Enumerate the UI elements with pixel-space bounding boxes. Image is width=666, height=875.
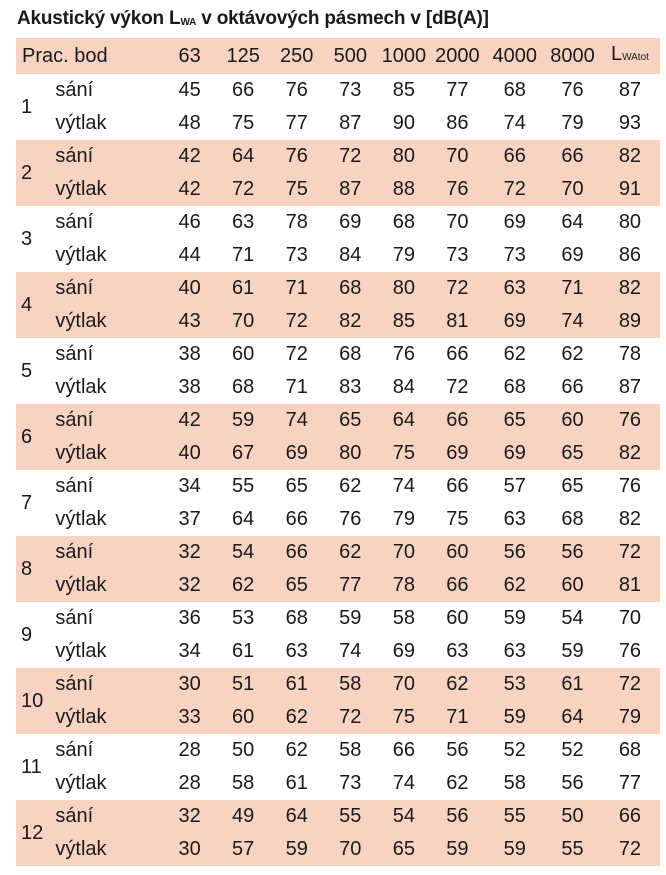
band-value-cell: 69 xyxy=(431,437,485,470)
band-value-cell: 59 xyxy=(561,640,584,662)
band-value-cell: 74 xyxy=(545,305,600,338)
band-value-cell: 69 xyxy=(270,437,324,470)
band-value-cell: 62 xyxy=(503,343,526,365)
band-value-cell: 72 xyxy=(323,701,377,734)
band-value-cell: 70 xyxy=(377,536,431,569)
band-value-cell: 85 xyxy=(377,305,431,338)
band-value-cell: 50 xyxy=(545,800,600,833)
band-value-cell: 66 xyxy=(545,140,600,173)
row-label-discharge: výtlak xyxy=(52,701,162,734)
band-value-cell: 54 xyxy=(561,607,584,629)
row-label-intake: sání xyxy=(55,475,94,497)
band-value-cell: 55 xyxy=(545,833,600,866)
band-value-cell: 66 xyxy=(484,140,545,173)
band-value-cell: 66 xyxy=(561,376,584,398)
operating-point-cell: 8 xyxy=(16,536,52,602)
band-value-cell: 65 xyxy=(377,833,431,866)
band-value-cell: 76 xyxy=(561,79,584,101)
band-value-cell: 62 xyxy=(446,772,469,794)
band-value-cell: 70 xyxy=(446,211,469,233)
total-value-cell: 87 xyxy=(618,376,642,398)
band-value-cell: 66 xyxy=(446,475,469,497)
band-value-cell: 34 xyxy=(178,475,201,497)
band-value-cell: 60 xyxy=(545,569,600,602)
band-value-cell: 72 xyxy=(270,305,324,338)
band-value-cell: 75 xyxy=(377,701,431,734)
band-value-cell: 32 xyxy=(163,800,217,833)
band-value-cell: 88 xyxy=(377,173,431,206)
table-body xyxy=(16,74,660,866)
band-value-cell: 57 xyxy=(503,475,526,497)
row-label-discharge: výtlak xyxy=(52,437,162,470)
band-value-cell: 63 xyxy=(503,640,526,662)
band-value-cell: 55 xyxy=(232,475,255,497)
total-value-cell: 78 xyxy=(618,343,642,365)
band-value-cell: 58 xyxy=(392,607,415,629)
band-value-cell: 52 xyxy=(561,739,584,761)
table-row xyxy=(16,668,660,701)
band-value-cell: 69 xyxy=(484,437,545,470)
band-value-cell: 61 xyxy=(232,640,255,662)
band-value-cell: 63 xyxy=(484,272,545,305)
band-value-cell: 64 xyxy=(545,701,600,734)
band-value-cell: 73 xyxy=(503,244,526,266)
total-value-cell: 72 xyxy=(600,668,660,701)
band-value-cell: 77 xyxy=(285,112,308,134)
band-value-cell: 84 xyxy=(392,376,415,398)
table-row xyxy=(16,701,660,734)
band-value-cell: 58 xyxy=(323,668,377,701)
operating-point-cell: 3 xyxy=(21,227,33,250)
band-value-cell: 76 xyxy=(285,79,308,101)
operating-point-cell: 10 xyxy=(16,668,52,734)
band-value-cell: 60 xyxy=(446,607,469,629)
row-label-discharge: výtlak xyxy=(55,640,107,662)
band-value-cell: 75 xyxy=(232,112,255,134)
band-value-cell: 80 xyxy=(377,272,431,305)
band-value-cell: 75 xyxy=(377,437,431,470)
band-value-cell: 62 xyxy=(484,569,545,602)
band-value-cell: 69 xyxy=(392,640,415,662)
band-value-cell: 69 xyxy=(503,211,526,233)
table-row xyxy=(16,206,660,239)
band-value-cell: 71 xyxy=(545,272,600,305)
band-value-cell: 70 xyxy=(545,173,600,206)
band-value-cell: 37 xyxy=(178,508,201,530)
total-value-cell: 86 xyxy=(618,244,642,266)
header-point: Prac. bod xyxy=(16,38,163,74)
band-value-cell: 66 xyxy=(431,569,485,602)
band-value-cell: 30 xyxy=(163,833,217,866)
total-value-cell: 82 xyxy=(600,437,660,470)
band-value-cell: 71 xyxy=(232,244,255,266)
band-value-cell: 28 xyxy=(178,739,201,761)
band-value-cell: 58 xyxy=(232,772,255,794)
row-label-discharge: výtlak xyxy=(52,833,162,866)
band-value-cell: 58 xyxy=(503,772,526,794)
table-row xyxy=(16,140,660,173)
band-value-cell: 72 xyxy=(285,343,308,365)
band-value-cell: 61 xyxy=(545,668,600,701)
band-value-cell: 61 xyxy=(270,668,324,701)
band-value-cell: 62 xyxy=(323,536,377,569)
title-prefix: Akustický výkon L xyxy=(17,8,181,29)
band-value-cell: 66 xyxy=(232,79,255,101)
band-value-cell: 67 xyxy=(216,437,270,470)
band-value-cell: 77 xyxy=(446,79,469,101)
table-row xyxy=(16,239,660,272)
table-row xyxy=(16,833,660,866)
band-value-cell: 59 xyxy=(503,607,526,629)
row-label-intake: sání xyxy=(52,404,162,437)
header-band: 500 xyxy=(323,38,377,74)
total-value-cell: 76 xyxy=(600,404,660,437)
band-value-cell: 65 xyxy=(561,475,584,497)
band-value-cell: 82 xyxy=(323,305,377,338)
band-value-cell: 84 xyxy=(339,244,362,266)
total-value-cell: 80 xyxy=(618,211,642,233)
band-value-cell: 63 xyxy=(232,211,255,233)
band-value-cell: 62 xyxy=(285,739,308,761)
band-value-cell: 55 xyxy=(484,800,545,833)
header-row xyxy=(16,38,660,74)
band-value-cell: 68 xyxy=(503,79,526,101)
row-label-discharge: výtlak xyxy=(55,244,107,266)
band-value-cell: 38 xyxy=(178,343,201,365)
band-value-cell: 86 xyxy=(446,112,469,134)
band-value-cell: 30 xyxy=(163,668,217,701)
band-value-cell: 36 xyxy=(178,607,201,629)
table-row xyxy=(16,734,660,767)
band-value-cell: 54 xyxy=(216,536,270,569)
total-value-cell: 82 xyxy=(600,140,660,173)
total-value-cell: 93 xyxy=(618,112,642,134)
band-value-cell: 53 xyxy=(232,607,255,629)
total-value-cell: 79 xyxy=(600,701,660,734)
band-value-cell: 38 xyxy=(178,376,201,398)
band-value-cell: 59 xyxy=(339,607,362,629)
band-value-cell: 77 xyxy=(323,569,377,602)
total-value-cell: 68 xyxy=(618,739,642,761)
band-value-cell: 43 xyxy=(163,305,217,338)
band-value-cell: 65 xyxy=(545,437,600,470)
band-value-cell: 42 xyxy=(163,140,217,173)
header-band: 1000 xyxy=(377,38,431,74)
table-row xyxy=(16,536,660,569)
band-value-cell: 68 xyxy=(561,508,584,530)
band-value-cell: 74 xyxy=(270,404,324,437)
band-value-cell: 73 xyxy=(285,244,308,266)
band-value-cell: 59 xyxy=(484,701,545,734)
band-value-cell: 87 xyxy=(339,112,362,134)
table-row xyxy=(16,437,660,470)
title-subscript: WA xyxy=(180,17,197,28)
table-row xyxy=(16,767,660,800)
band-value-cell: 52 xyxy=(503,739,526,761)
band-value-cell: 73 xyxy=(339,772,362,794)
band-value-cell: 79 xyxy=(392,508,415,530)
header-band: 250 xyxy=(270,38,324,74)
band-value-cell: 76 xyxy=(339,508,362,530)
band-value-cell: 56 xyxy=(545,536,600,569)
band-value-cell: 48 xyxy=(178,112,201,134)
band-value-cell: 76 xyxy=(431,173,485,206)
operating-point-cell: 12 xyxy=(16,800,52,866)
row-label-discharge: výtlak xyxy=(52,173,162,206)
band-value-cell: 87 xyxy=(323,173,377,206)
table-row xyxy=(16,635,660,668)
row-label-intake: sání xyxy=(52,536,162,569)
band-value-cell: 74 xyxy=(503,112,526,134)
band-value-cell: 54 xyxy=(377,800,431,833)
band-value-cell: 72 xyxy=(484,173,545,206)
band-value-cell: 68 xyxy=(503,376,526,398)
band-value-cell: 46 xyxy=(178,211,201,233)
band-value-cell: 55 xyxy=(323,800,377,833)
row-label-intake: sání xyxy=(52,668,162,701)
band-value-cell: 59 xyxy=(216,404,270,437)
band-value-cell: 28 xyxy=(178,772,201,794)
total-value-cell: 72 xyxy=(600,536,660,569)
band-value-cell: 60 xyxy=(232,343,255,365)
band-value-cell: 66 xyxy=(446,343,469,365)
table-row xyxy=(16,503,660,536)
table-row xyxy=(16,272,660,305)
band-value-cell: 70 xyxy=(216,305,270,338)
total-value-cell: 66 xyxy=(600,800,660,833)
band-value-cell: 60 xyxy=(431,536,485,569)
band-value-cell: 90 xyxy=(392,112,415,134)
operating-point-cell: 9 xyxy=(21,623,33,646)
total-value-cell: 72 xyxy=(600,833,660,866)
band-value-cell: 80 xyxy=(323,437,377,470)
band-value-cell: 68 xyxy=(232,376,255,398)
band-value-cell: 53 xyxy=(484,668,545,701)
operating-point-cell: 4 xyxy=(16,272,52,338)
band-value-cell: 68 xyxy=(392,211,415,233)
band-value-cell: 63 xyxy=(285,640,308,662)
band-value-cell: 59 xyxy=(431,833,485,866)
total-value-cell: 81 xyxy=(600,569,660,602)
band-value-cell: 62 xyxy=(431,668,485,701)
band-value-cell: 60 xyxy=(545,404,600,437)
band-value-cell: 79 xyxy=(561,112,584,134)
band-value-cell: 69 xyxy=(339,211,362,233)
band-value-cell: 73 xyxy=(446,244,469,266)
table-row xyxy=(16,569,660,602)
band-value-cell: 56 xyxy=(431,800,485,833)
row-label-discharge: výtlak xyxy=(55,508,107,530)
row-label-intake: sání xyxy=(55,343,94,365)
table-row xyxy=(16,602,660,635)
band-value-cell: 80 xyxy=(377,140,431,173)
table-row xyxy=(16,404,660,437)
row-label-discharge: výtlak xyxy=(52,305,162,338)
band-value-cell: 83 xyxy=(339,376,362,398)
operating-point-cell: 1 xyxy=(21,95,33,118)
band-value-cell: 72 xyxy=(216,173,270,206)
band-value-cell: 56 xyxy=(561,772,584,794)
row-label-discharge: výtlak xyxy=(55,772,107,794)
operating-point-cell: 5 xyxy=(21,359,33,382)
table-title xyxy=(17,8,489,30)
band-value-cell: 51 xyxy=(216,668,270,701)
table-row xyxy=(16,371,660,404)
header-total-main: L xyxy=(610,43,623,65)
band-value-cell: 72 xyxy=(446,376,469,398)
row-label-intake: sání xyxy=(55,739,94,761)
band-value-cell: 75 xyxy=(270,173,324,206)
band-value-cell: 71 xyxy=(285,376,308,398)
band-value-cell: 40 xyxy=(163,272,217,305)
band-value-cell: 33 xyxy=(163,701,217,734)
row-label-intake: sání xyxy=(52,140,162,173)
band-value-cell: 57 xyxy=(216,833,270,866)
total-value-cell: 82 xyxy=(618,508,642,530)
band-value-cell: 56 xyxy=(446,739,469,761)
header-band: 8000 xyxy=(545,38,600,74)
band-value-cell: 32 xyxy=(163,536,217,569)
table-row xyxy=(16,173,660,206)
table-row xyxy=(16,107,660,140)
header-band: 2000 xyxy=(431,38,485,74)
band-value-cell: 70 xyxy=(377,668,431,701)
header-band: 4000 xyxy=(484,38,545,74)
band-value-cell: 64 xyxy=(561,211,584,233)
row-label-intake: sání xyxy=(52,272,162,305)
operating-point-cell: 7 xyxy=(21,491,33,514)
band-value-cell: 63 xyxy=(446,640,469,662)
band-value-cell: 68 xyxy=(339,343,362,365)
operating-point-cell: 11 xyxy=(21,755,42,778)
total-value-cell: 77 xyxy=(618,772,642,794)
band-value-cell: 64 xyxy=(232,508,255,530)
band-value-cell: 81 xyxy=(431,305,485,338)
band-value-cell: 65 xyxy=(270,569,324,602)
band-value-cell: 64 xyxy=(270,800,324,833)
band-value-cell: 78 xyxy=(377,569,431,602)
table-row xyxy=(16,470,660,503)
band-value-cell: 56 xyxy=(484,536,545,569)
row-label-discharge: výtlak xyxy=(55,376,107,398)
band-value-cell: 65 xyxy=(323,404,377,437)
band-value-cell: 65 xyxy=(285,475,308,497)
header-total xyxy=(600,38,660,74)
table-row xyxy=(16,305,660,338)
row-label-intake: sání xyxy=(55,607,94,629)
band-value-cell: 72 xyxy=(431,272,485,305)
row-label-discharge: výtlak xyxy=(52,569,162,602)
band-value-cell: 44 xyxy=(178,244,201,266)
band-value-cell: 71 xyxy=(431,701,485,734)
band-value-cell: 70 xyxy=(431,140,485,173)
band-value-cell: 42 xyxy=(163,173,217,206)
band-value-cell: 40 xyxy=(163,437,217,470)
band-value-cell: 59 xyxy=(270,833,324,866)
band-value-cell: 74 xyxy=(392,475,415,497)
header-band: 125 xyxy=(216,38,270,74)
band-value-cell: 79 xyxy=(392,244,415,266)
band-value-cell: 66 xyxy=(431,404,485,437)
band-value-cell: 75 xyxy=(446,508,469,530)
header-total-subscript: WAtot xyxy=(622,52,649,63)
total-value-cell: 89 xyxy=(600,305,660,338)
table-row xyxy=(16,338,660,371)
total-value-cell: 76 xyxy=(618,475,642,497)
row-label-intake: sání xyxy=(52,800,162,833)
sound-power-table xyxy=(16,38,660,866)
band-value-cell: 66 xyxy=(285,508,308,530)
band-value-cell: 62 xyxy=(270,701,324,734)
band-value-cell: 66 xyxy=(392,739,415,761)
band-value-cell: 73 xyxy=(339,79,362,101)
band-value-cell: 70 xyxy=(323,833,377,866)
band-value-cell: 62 xyxy=(561,343,584,365)
total-value-cell: 82 xyxy=(600,272,660,305)
band-value-cell: 50 xyxy=(232,739,255,761)
operating-point-cell: 6 xyxy=(16,404,52,470)
band-value-cell: 76 xyxy=(392,343,415,365)
band-value-cell: 61 xyxy=(216,272,270,305)
band-value-cell: 61 xyxy=(285,772,308,794)
band-value-cell: 34 xyxy=(178,640,201,662)
band-value-cell: 64 xyxy=(216,140,270,173)
total-value-cell: 70 xyxy=(618,607,642,629)
total-value-cell: 87 xyxy=(618,79,642,101)
band-value-cell: 62 xyxy=(339,475,362,497)
band-value-cell: 74 xyxy=(392,772,415,794)
band-value-cell: 65 xyxy=(484,404,545,437)
band-value-cell: 68 xyxy=(323,272,377,305)
band-value-cell: 58 xyxy=(339,739,362,761)
band-value-cell: 60 xyxy=(216,701,270,734)
band-value-cell: 45 xyxy=(178,79,201,101)
band-value-cell: 59 xyxy=(484,833,545,866)
row-label-discharge: výtlak xyxy=(55,112,107,134)
band-value-cell: 62 xyxy=(216,569,270,602)
band-value-cell: 63 xyxy=(503,508,526,530)
band-value-cell: 49 xyxy=(216,800,270,833)
band-value-cell: 78 xyxy=(285,211,308,233)
total-value-cell: 76 xyxy=(618,640,642,662)
band-value-cell: 64 xyxy=(377,404,431,437)
total-value-cell: 91 xyxy=(600,173,660,206)
band-value-cell: 32 xyxy=(163,569,217,602)
band-value-cell: 76 xyxy=(270,140,324,173)
band-value-cell: 74 xyxy=(339,640,362,662)
title-suffix: v oktávových pásmech v [dB(A)] xyxy=(196,8,489,29)
operating-point-cell: 2 xyxy=(16,140,52,206)
table-row xyxy=(16,74,660,107)
row-label-intake: sání xyxy=(55,211,94,233)
band-value-cell: 42 xyxy=(163,404,217,437)
band-value-cell: 66 xyxy=(270,536,324,569)
table-row xyxy=(16,800,660,833)
band-value-cell: 85 xyxy=(392,79,415,101)
row-label-intake: sání xyxy=(55,79,94,101)
band-value-cell: 69 xyxy=(561,244,584,266)
band-value-cell: 72 xyxy=(323,140,377,173)
band-value-cell: 71 xyxy=(270,272,324,305)
band-value-cell: 68 xyxy=(285,607,308,629)
header-band: 63 xyxy=(163,38,217,74)
band-value-cell: 69 xyxy=(484,305,545,338)
